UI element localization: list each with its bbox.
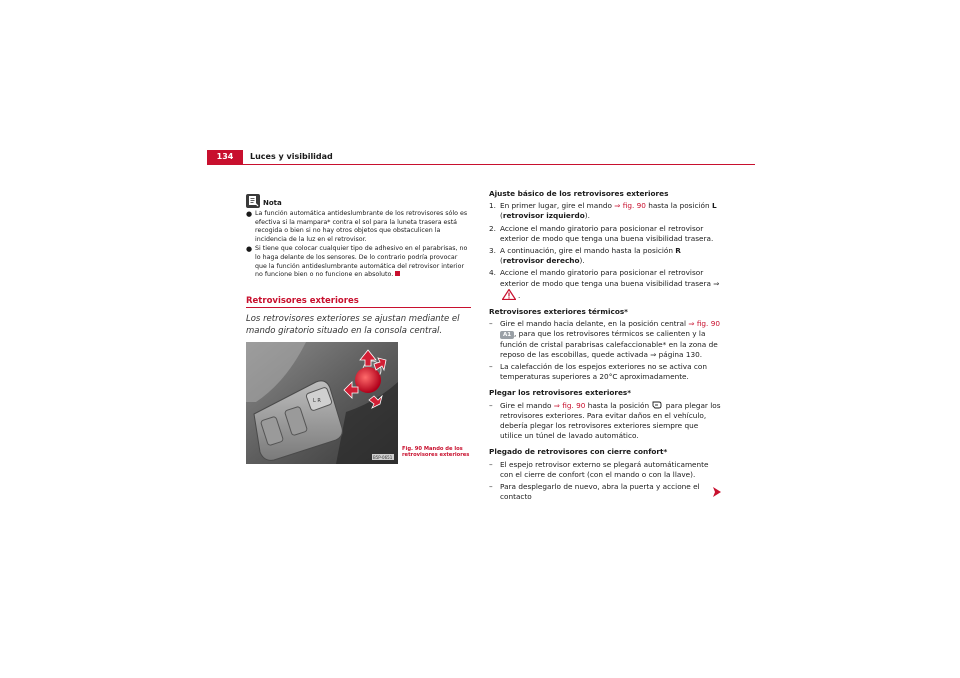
note-item: ● La función automática antideslumbrante de los retrovisores sólo es efectiva si la mampara* contra el sol para la luneta trasera está recogida o bien si no hay otros objetos que obstaculicen la incidencia de la luz en el retrovisor. (246, 210, 468, 243)
section-rule (246, 307, 471, 308)
chapter-title: Luces y visibilidad (250, 152, 333, 161)
figure-caption: Fig. 90 Mando de los retrovisores exteriores (402, 446, 470, 459)
step-item: 2. Accione el mando giratorio para posicionar el retrovisor exterior de modo que tenga una buena visibilidad trasera. (489, 223, 714, 243)
step-item: 4. Accione el mando giratorio para posicionar el retrovisor exterior de modo que tenga una buena visibilidad trasera ⇒ . (489, 268, 720, 300)
section-title: Retrovisores exteriores (246, 296, 359, 306)
end-mark-icon (395, 271, 400, 276)
list-item: – Gire el mando hacia delante, en la posición central ⇒ fig. 90 A1 , para que los retrovisores térmicos se calienten y la función de cristal parabrisas calefaccionable* en la zona de reposo de las escobillas, quede activada ⇒ página 130. (489, 319, 720, 359)
callout-badge: A1 (500, 331, 514, 339)
svg-text:L R: L R (313, 398, 321, 404)
figure-link[interactable]: ⇒ fig. 90 (553, 400, 586, 410)
header-rule (207, 164, 755, 165)
note-item: ● Si tiene que colocar cualquier tipo de adhesivo en el parabrisas, no lo haga delante de los sensores. De lo contrario podría provocar que la función antideslumbrante automática del retrovisor interior no funcione bien o no funcione en absoluto. (246, 245, 468, 279)
figure-code: B5P-0651 (373, 455, 393, 460)
list-item: – El espejo retrovisor externo se plegará automáticamente con el cierre de confort (con el mando o con la llave). (489, 459, 709, 479)
heading-fold-mirrors: Plegar los retrovisores exteriores* (489, 388, 632, 398)
note-title: Nota (263, 199, 282, 207)
note-icon (246, 194, 260, 208)
note-heading (246, 193, 471, 208)
figure-link[interactable]: ⇒ fig. 90 (614, 201, 646, 211)
warning-triangle-icon[interactable] (502, 289, 516, 300)
page-number: 134 (207, 150, 243, 164)
figure-link[interactable]: ⇒ fig. 90 (688, 319, 720, 329)
section-intro: Los retrovisores exteriores se ajustan mediante el mando giratorio situado en la consola central. (246, 314, 460, 336)
step-item: 3. A continuación, gire el mando hasta la posición R (retrovisor derecho). (489, 246, 681, 266)
heading-comfort-fold: Plegado de retrovisores con cierre confort* (489, 447, 668, 457)
fold-mirror-icon (652, 401, 662, 409)
right-column (489, 189, 721, 502)
mirror-control-photo (246, 342, 398, 464)
list-item: – La calefacción de los espejos exteriores no se activa con temperaturas superiores a 20°C aproximadamente. (489, 362, 708, 382)
heading-basic-adjust: Ajuste básico de los retrovisores exteriores (489, 189, 669, 198)
list-item: – Gire el mando ⇒ fig. 90 hasta la posición para plegar los retrovisores exteriores. Para evitar daños en el vehículo, debería plegar los retrovisores exteriores siempre que utilice un túnel de lavado automático. (489, 400, 721, 441)
heading-heated-mirrors: Retrovisores exteriores térmicos* (489, 307, 628, 317)
note-block (246, 193, 471, 281)
list-item: – Para desplegarlo de nuevo, abra la puerta y accione el contacto (489, 482, 700, 502)
step-item: 1. En primer lugar, gire el mando ⇒ fig. 90 hasta la posición L (retrovisor izquierdo). (489, 201, 717, 221)
figure-mirror-control (246, 342, 398, 464)
continue-arrow-icon (713, 487, 721, 497)
